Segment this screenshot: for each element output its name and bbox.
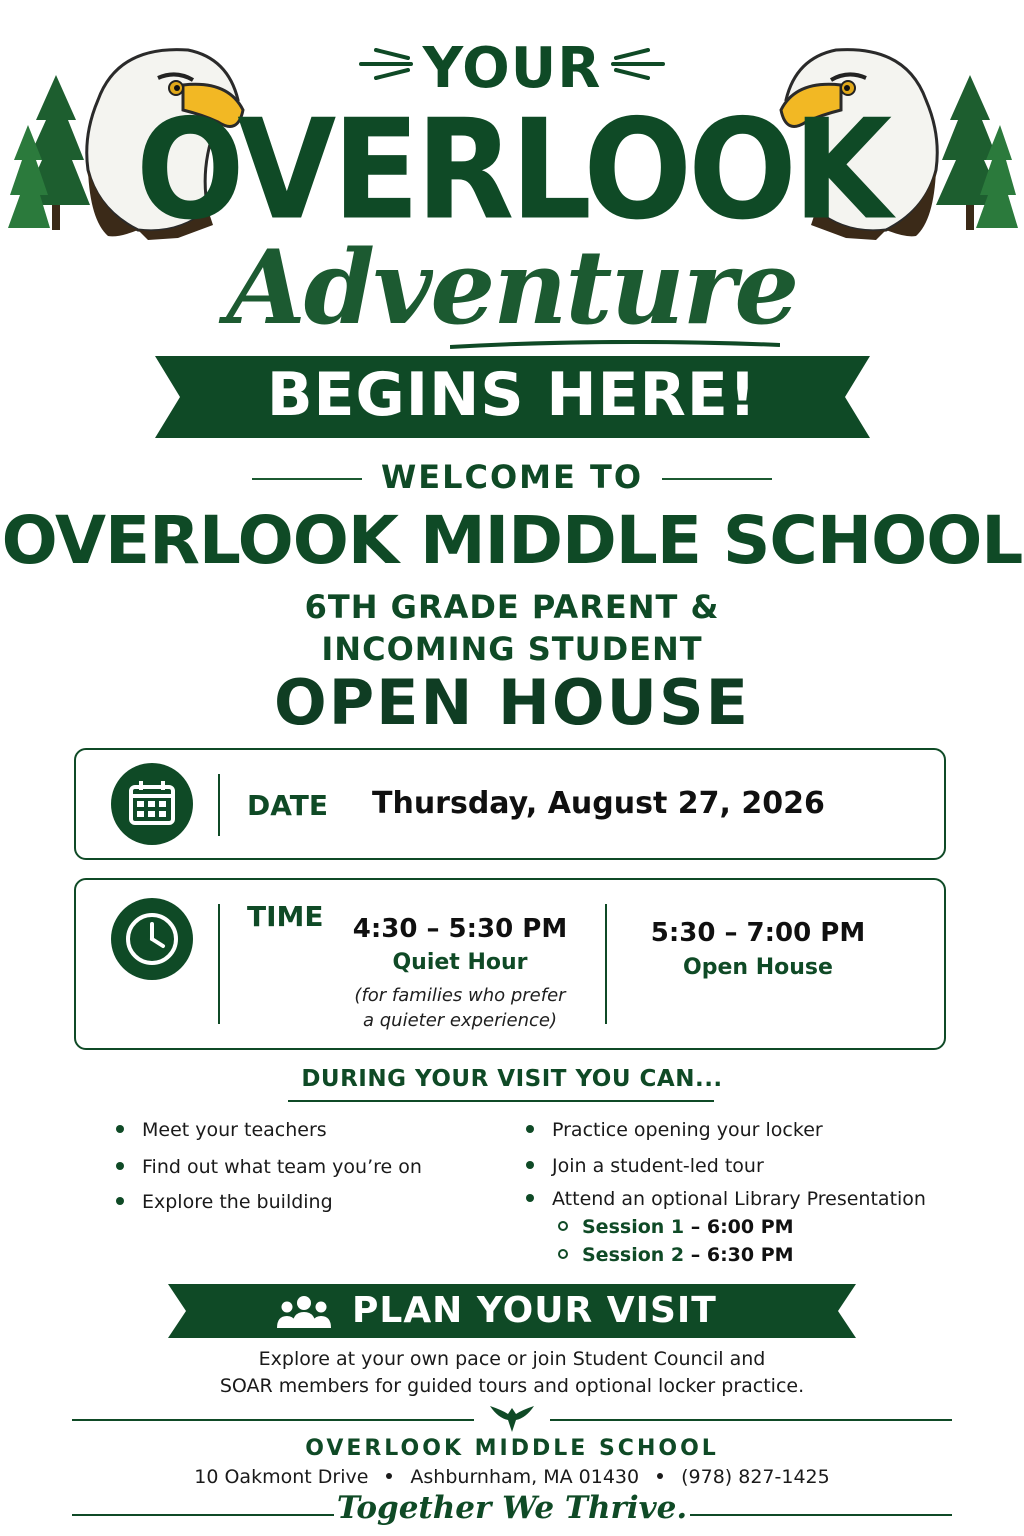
slot1-time: 4:30 – 5:30 PM xyxy=(352,914,568,944)
date-label: DATE xyxy=(247,789,328,822)
date-divider xyxy=(218,774,220,836)
plan-heading: PLAN YOUR VISIT xyxy=(352,1290,717,1331)
list-item: Meet your teachers xyxy=(116,1119,327,1141)
list-item: Attend an optional Library Presentation xyxy=(526,1188,926,1210)
slot2-name: Open House xyxy=(683,955,833,980)
people-icon xyxy=(276,1294,332,1334)
date-value: Thursday, August 27, 2026 xyxy=(372,786,825,821)
footer-tagline: Together We Thrive. xyxy=(336,1490,688,1526)
footer-rule-top-right xyxy=(550,1419,952,1421)
footer-street: 10 Oakmont Drive xyxy=(194,1466,369,1488)
list-item: Practice opening your locker xyxy=(526,1119,823,1141)
welcome-to-label: WELCOME TO xyxy=(380,458,644,496)
clock-icon xyxy=(111,898,193,980)
event-subtitle-line1: 6TH GRADE PARENT & xyxy=(304,588,720,626)
time-label: TIME xyxy=(247,900,324,933)
adventure-underline-swash xyxy=(450,340,780,350)
footer-address xyxy=(0,1466,1024,1488)
headline-overlook: OVERLOOK xyxy=(135,90,889,251)
footer-phone: (978) 827-1425 xyxy=(681,1466,830,1488)
list-item: Explore the building xyxy=(116,1191,333,1213)
headline-adventure: Adventure xyxy=(226,228,798,348)
slot2-time: 5:30 – 7:00 PM xyxy=(650,918,866,948)
slot1-note-line2: a quieter experience) xyxy=(362,1010,558,1031)
footer-city: Ashburnham, MA 01430 xyxy=(410,1466,640,1488)
school-name-title: OVERLOOK MIDDLE SCHOOL xyxy=(1,502,1023,579)
list-item: Join a student-led tour xyxy=(526,1155,764,1177)
time-divider-middle xyxy=(605,904,607,1024)
visit-heading-underline xyxy=(288,1100,714,1102)
footer-school-name: OVERLOOK MIDDLE SCHOOL xyxy=(305,1436,719,1461)
eagle-icon xyxy=(488,1402,536,1438)
headline-begins-here: BEGINS HERE! xyxy=(266,360,758,430)
plan-text-line2: SOAR members for guided tours and optional locker practice. xyxy=(219,1375,805,1397)
calendar-icon xyxy=(111,763,193,845)
plan-text-line1: Explore at your own pace or join Student Council and xyxy=(258,1348,766,1370)
time-divider-left xyxy=(218,904,220,1024)
event-subtitle-line2: INCOMING STUDENT xyxy=(321,630,703,668)
headline-your: YOUR xyxy=(422,36,602,101)
slot1-name: Quiet Hour xyxy=(392,950,528,975)
visit-heading: DURING YOUR VISIT YOU CAN... xyxy=(301,1066,723,1092)
list-item: Find out what team you’re on xyxy=(116,1156,422,1178)
slot1-note-line1: (for families who prefer xyxy=(354,985,566,1006)
footer-rule-top-left xyxy=(72,1419,474,1421)
open-house-title: OPEN HOUSE xyxy=(274,666,750,739)
library-session-1: Session 1 – 6:00 PM xyxy=(558,1216,794,1238)
library-session-2: Session 2 – 6:30 PM xyxy=(558,1244,794,1266)
